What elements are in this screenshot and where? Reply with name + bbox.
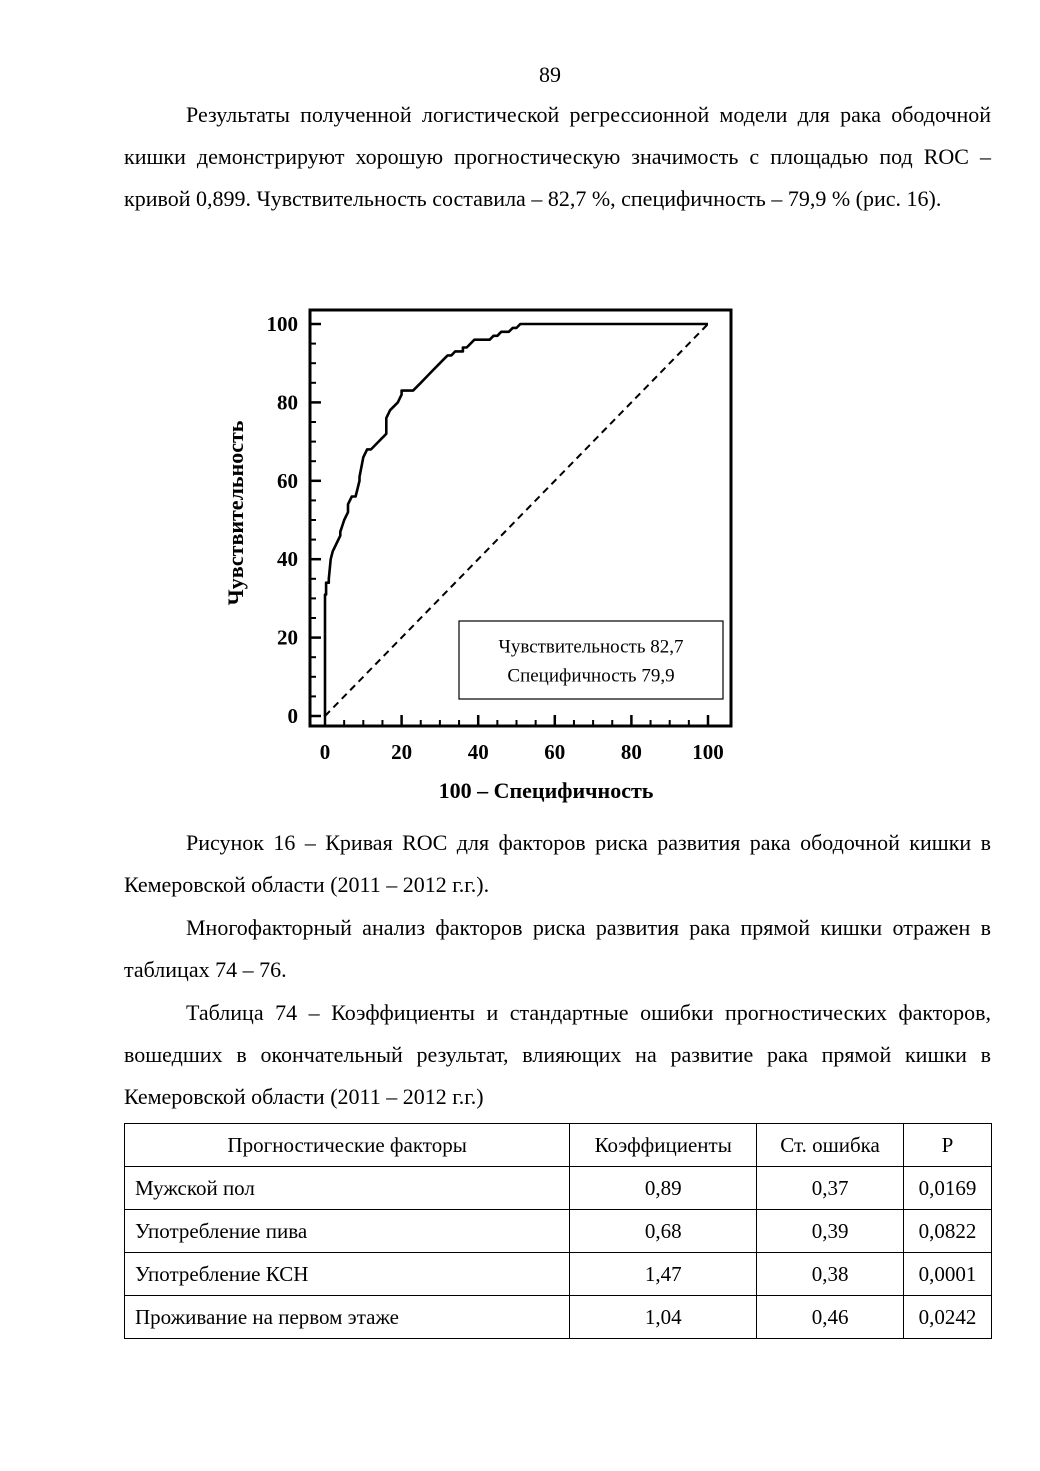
y-tick-label: 0 — [287, 704, 298, 728]
table-row — [125, 1167, 992, 1210]
roc-chart-svg — [210, 296, 750, 816]
legend-box — [459, 621, 723, 699]
legend-entry-sensitivity: Чувствительность 82,7 — [498, 636, 684, 658]
x-tick-label: 0 — [319, 740, 331, 764]
header-p: P — [903, 1124, 991, 1167]
header-coefficients: Коэффициенты — [570, 1124, 757, 1167]
cell-p: 0,0822 — [903, 1210, 991, 1253]
header-std-error: Ст. ошибка — [757, 1124, 904, 1167]
y-tick-label: 80 — [277, 390, 298, 415]
x-axis-title: 100 – Специфичность — [438, 778, 654, 803]
cell-p: 0,0242 — [903, 1296, 991, 1339]
table-header-row — [125, 1124, 992, 1167]
x-tick-label: 40 — [467, 740, 489, 764]
page-number: 89 — [539, 62, 561, 87]
x-tick-label: 60 — [544, 740, 566, 764]
y-tick-label: 100 — [266, 312, 298, 336]
legend-entry-specificity: Специфичность 79,9 — [507, 665, 675, 687]
figure-caption: Рисунок 16 – Кривая ROC для факторов риска развития рака ободочной кишки в Кемеровской области (2011 – 2012 г.г.). — [124, 830, 991, 897]
table-row — [125, 1210, 992, 1253]
x-tick-label: 100 — [692, 740, 724, 764]
cell-p: 0,0001 — [903, 1253, 991, 1296]
x-tick-label: 20 — [391, 740, 413, 764]
cell-coefficient: 0,89 — [570, 1167, 757, 1210]
cell-coefficient: 0,68 — [570, 1210, 757, 1253]
table-caption: Таблица 74 – Коэффициенты и стандартные ошибки прогностических факторов, вошедших в окончательный результат, влияющих на развитие рака прямой кишки в Кемеровской области (2011 – 2012 г.г.) — [124, 1000, 991, 1109]
header-factors: Прогностические факторы — [125, 1124, 570, 1167]
cell-std-error: 0,37 — [757, 1167, 904, 1210]
cell-std-error: 0,39 — [757, 1210, 904, 1253]
cell-std-error: 0,46 — [757, 1296, 904, 1339]
x-tick-label: 80 — [620, 740, 642, 764]
roc-chart — [210, 296, 750, 816]
table-row — [125, 1296, 992, 1339]
paragraph-roc-results: Результаты полученной логистической регрессионной модели для рака ободочной кишки демонстрируют хорошую прогностическую значимость с площадью под ROC – кривой 0,899. Чувствительность составила – 82,7 %, специфичность – 79,9 % (рис. 16). — [124, 102, 991, 211]
paragraph-multifactor: Многофакторный анализ факторов риска развития рака прямой кишки отражен в таблицах 74 – 76. — [124, 915, 991, 982]
y-axis-title: Чувствительность — [223, 420, 248, 606]
y-tick-label: 20 — [277, 625, 298, 650]
cell-factor: Употребление КСН — [125, 1253, 570, 1296]
cell-std-error: 0,38 — [757, 1253, 904, 1296]
factors-table — [124, 1123, 992, 1339]
y-tick-label: 60 — [277, 468, 298, 493]
cell-p: 0,0169 — [903, 1167, 991, 1210]
y-tick-label: 40 — [277, 547, 298, 572]
cell-coefficient: 1,04 — [570, 1296, 757, 1339]
cell-coefficient: 1,47 — [570, 1253, 757, 1296]
table-row — [125, 1253, 992, 1296]
cell-factor: Мужской пол — [125, 1167, 570, 1210]
cell-factor: Проживание на первом этаже — [125, 1296, 570, 1339]
cell-factor: Употребление пива — [125, 1210, 570, 1253]
